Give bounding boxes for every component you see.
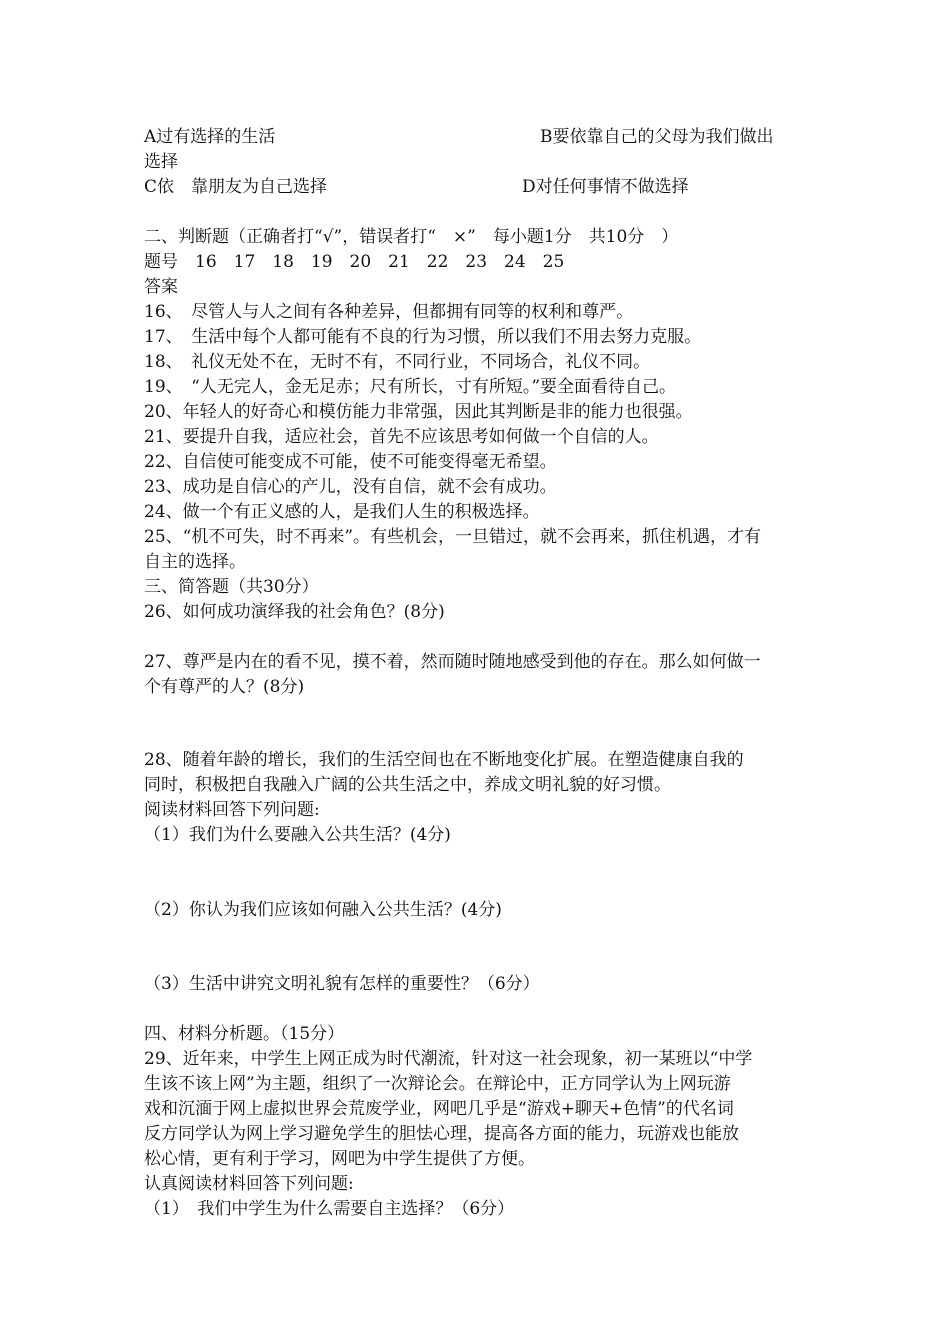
- judgment-item-24: 24、做一个有正义感的人，是我们人生的积极选择。: [144, 502, 540, 522]
- question-29-line: 戏和沉湎于网上虚拟世界会荒废学业，网吧几乎是“游戏+聊天+色情”的代名词: [144, 1099, 734, 1119]
- question-29-line: 29、近年来，中学生上网正成为时代潮流，针对这一社会现象，初一某班以“中学: [144, 1049, 753, 1069]
- answer-table-header: 题号 16 17 18 19 20 21 22 23 24 25: [144, 252, 565, 272]
- section3-heading: 三、简答题（共30分）: [144, 577, 319, 597]
- question-28-sub-2: （2）你认为我们应该如何融入公共生活？(4分): [144, 900, 502, 920]
- option-c: C依 靠朋友为自己选择: [144, 177, 328, 197]
- question-28: 28、随着年龄的增长，我们的生活空间也在不断地变化扩展。在塑造健康自我的: [144, 750, 744, 770]
- question-29-line: 生该不该上网”为主题，组织了一次辩论会。在辩论中，正方同学认为上网玩游: [144, 1074, 731, 1094]
- answer-table-label: 答案: [144, 277, 178, 297]
- section2-heading: 二、判断题（正确者打“√”，错误者打“ ×” 每小题1分 共10分 ）: [144, 227, 679, 247]
- question-28-sub-3: （3）生活中讲究文明礼貌有怎样的重要性？（6分）: [144, 974, 540, 994]
- judgment-item-25-continued: 自主的选择。: [144, 552, 246, 572]
- option-b: B要依靠自己的父母为我们做出: [540, 127, 774, 147]
- judgment-item-18: 18、 礼仪无处不在，无时不有，不同行业，不同场合，礼仪不同。: [144, 352, 651, 372]
- judgment-item-19: 19、 “人无完人，金无足赤；尺有所长，寸有所短。”要全面看待自己。: [144, 377, 677, 397]
- section4-heading: 四、材料分析题。（15分）: [144, 1024, 345, 1044]
- judgment-item-20: 20、年轻人的好奇心和模仿能力非常强，因此其判断是非的能力也很强。: [144, 402, 693, 422]
- question-29-prompt: 认真阅读材料回答下列问题:: [144, 1174, 354, 1194]
- question-26: 26、如何成功演绎我的社会角色？(8分): [144, 602, 445, 622]
- question-29-line: 松心情，更有利于学习，网吧为中学生提供了方便。: [144, 1149, 535, 1169]
- judgment-item-25: 25、“机不可失，时不再来”。有些机会，一旦错过，就不会再来，抓住机遇，才有: [144, 527, 762, 547]
- judgment-item-17: 17、 生活中每个人都可能有不良的行为习惯，所以我们不用去努力克服。: [144, 327, 702, 347]
- question-29-line: 反方同学认为网上学习避免学生的胆怯心理，提高各方面的能力，玩游戏也能放: [144, 1124, 739, 1144]
- question-28-sub-1: （1）我们为什么要融入公共生活？(4分): [144, 825, 451, 845]
- judgment-item-22: 22、自信使可能变成不可能，使不可能变得毫无希望。: [144, 452, 557, 472]
- option-d: D对任何事情不做选择: [522, 177, 689, 197]
- question-29-sub-1: （1） 我们中学生为什么需要自主选择？（6分）: [144, 1199, 515, 1219]
- option-b-continued: 选择: [144, 152, 178, 172]
- question-27: 27、尊严是内在的看不见，摸不着，然而随时随地感受到他的存在。那么如何做一: [144, 652, 761, 672]
- option-a: A过有选择的生活: [144, 127, 276, 147]
- judgment-item-21: 21、要提升自我，适应社会，首先不应该思考如何做一个自信的人。: [144, 427, 659, 447]
- question-28-continued: 同时，积极把自我融入广阔的公共生活之中，养成文明礼貌的好习惯。: [144, 775, 671, 795]
- judgment-item-16: 16、 尽管人与人之间有各种差异，但都拥有同等的权利和尊严。: [144, 302, 634, 322]
- question-27-continued: 个有尊严的人？(8分): [144, 677, 305, 697]
- judgment-item-23: 23、成功是自信心的产儿，没有自信，就不会有成功。: [144, 477, 557, 497]
- question-28-prompt: 阅读材料回答下列问题:: [144, 800, 320, 820]
